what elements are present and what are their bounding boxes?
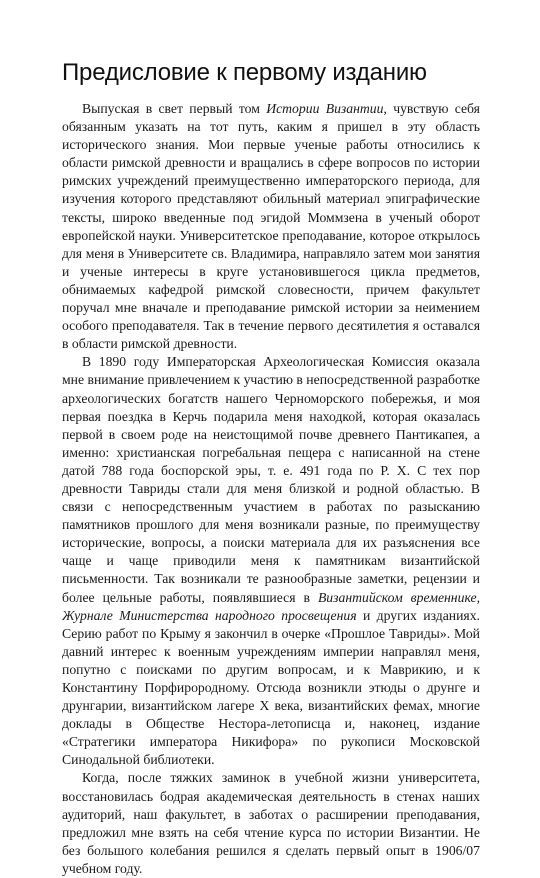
paragraph-text: Когда, после тяжких заминок в учебной жизни университета, восстановилась бодрая академическая деятельность в стенах наших аудиторий, наш факультет, в заботах о расширении преподавания, предложил мне взять на себя чтение курса по истории Византии. Не без большого колебания решился я сделать первый опыт в 1906/07 учебном году. xyxy=(62,770,480,876)
page-title: Предисловие к первому изданию xyxy=(62,59,427,86)
paragraph-text: В 1890 году Императорская Археологическая Комиссия оказала мне внимание привлечением к участию в непосредственной разработке археологических богатств нашего Черноморского побережья, и моя первая поездка в Керчь подарила меня находкой, которая оказалась первой в своем роде на неистощимой почве древнего Пантикапея, а именно: христианская погребальная пещера с написанной на стене датой 788 года боспорской эры, т. е. 491 года по Р. Х. С тех пор древности Тавриды стали для меня близкой и родной областью. В связи с непосредственным участием в работах по разысканию памятников прошлого для меня возникали разные, по преимуществу исторические, вопросы, а поиски материала для их разъяснения все чаще и чаще приводили меня к памятникам византийской письменности. Так возникали те разнообразные заметки, рецензии и более цельные работы, появлявшиеся в xyxy=(62,354,480,605)
paragraph-1 xyxy=(62,100,480,353)
book-title-emphasis: Истории Византии xyxy=(266,101,384,116)
paragraph-text: и других изданиях. Серию работ по Крыму я закончил в очерке «Прошлое Тавриды». Мой давний интерес к военным учреждениям империи направлял меня, попутно с поисками по другим вопросам, и к Маврикию, и к Константину Порфирородному. Отсюда возникли этюды о друнге и друнгарии, византийском лагере X века, византийских фемах, многие доклады в Обществе Нестора-летописца и, наконец, издание «Стратегики императора Никифора» по рукописи Московской Синодальной библиотеки. xyxy=(62,607,480,768)
journal-titles-emphasis: Византийском временнике, Журнале Министерства народного просвещения xyxy=(62,589,480,623)
page xyxy=(62,58,480,878)
paragraph-3 xyxy=(62,769,480,878)
paragraph-text: Выпуская в свет первый том xyxy=(82,101,267,116)
paragraph-text: , чувствую себя обязанным указать на тот путь, каким я пришел в эту область исторического знания. Мои первые ученые работы относились к области римской древности и вращались в сфере вопросов по истории римских учреждений преимущественно императорского периода, для изучения которого представляют обильный материал эпиграфические тексты, широко введенные под эгидой Моммзена в ученый оборот европейской науки. Университетское преподавание, которое открылось для меня в Университете св. Владимира, направляло затем мои занятия и ученые интересы в круге установившегося цикла предметов, обнимаемых кафедрой римской словесности, причем факультет поручал мне вначале и преподавание римской истории за неимением особого преподавателя. Так в течение первого десятилетия я оставался в области римской древности. xyxy=(62,101,480,352)
paragraph-2 xyxy=(62,353,480,769)
